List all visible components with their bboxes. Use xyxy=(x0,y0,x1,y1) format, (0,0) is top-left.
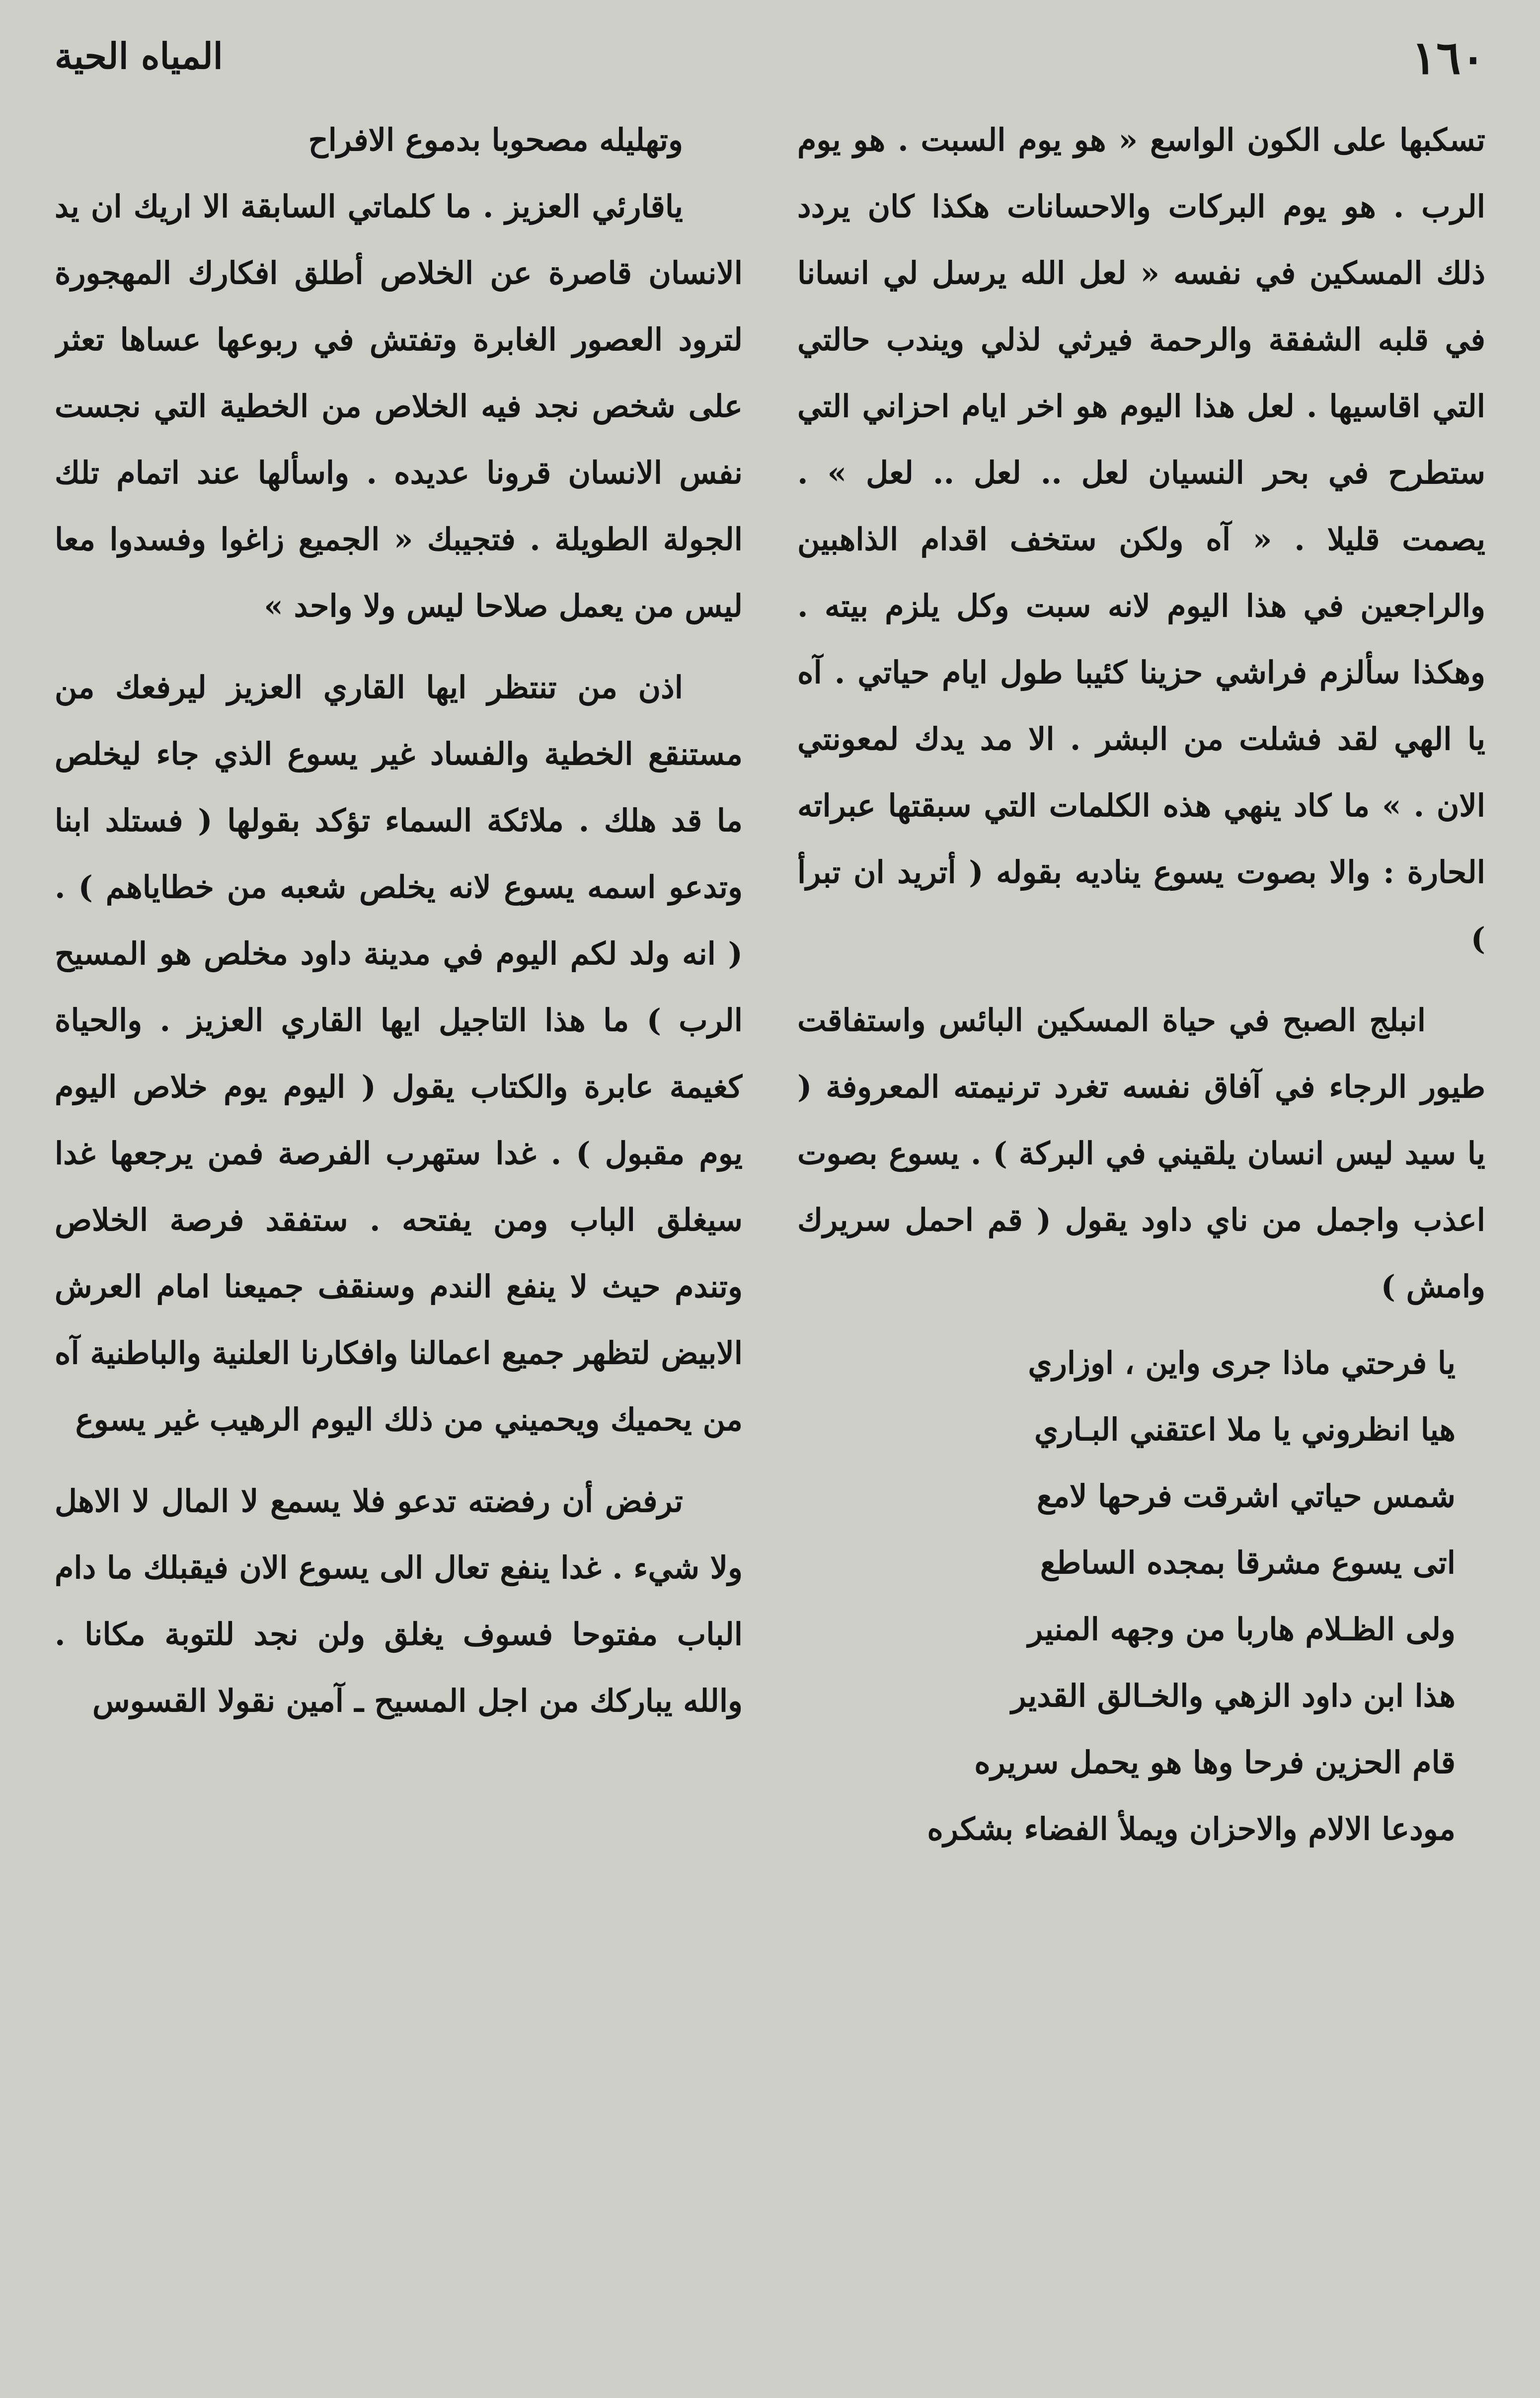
poem-verse: هيا انظروني يا ملا اعتقني البـاري xyxy=(1034,1411,1456,1448)
poem xyxy=(797,1330,1485,1862)
poem-verse: شمس حياتي اشرقت فرحها لامع xyxy=(1036,1478,1456,1514)
running-title: المياه الحية xyxy=(55,35,223,77)
poem-verse: قام الحزين فرحا وها هو يحمل سريره xyxy=(974,1744,1456,1780)
paragraph: انبلج الصبح في حياة المسكين البائس واستفاقت طيور الرجاء في آفاق نفسه تغرد ترنيمته المعروفة ( يا سيد ليس انسان يلقيني في البركة ) . يسوع بصوت اعذب واجمل من ناي داود يقول ( قم احمل سريرك وامش ) xyxy=(797,1002,1485,1305)
page-number: ١٦٠ xyxy=(1411,31,1485,84)
paragraph: ترفض أن رفضته تدعو فلا يسمع لا المال لا الاهل ولا شيء . غدا ينفع تعال الى يسوع الان فيقبلك ما دام الباب مفتوحا فسوف يغلق ولن نجد للتوبة مكانا . والله يباركك من اجل المسيح ـ آمين نقولا القسوس xyxy=(55,1483,743,1719)
page-header xyxy=(55,31,1485,89)
paragraph: اذن من تنتظر ايها القاري العزيز ليرفعك من مستنقع الخطية والفساد غير يسوع الذي جاء ليخلص ما قد هلك . ملائكة السماء تؤكد بقولها ( فستلد ابنا وتدعو اسمه يسوع لانه يخلص شعبه من خطاياهم ) . ( انه ولد لكم اليوم في مدينة داود مخلص هو المسيح الرب ) ما هذا التاجيل ايها القاري العزيز . والحياة كغيمة عابرة والكتاب يقول ( اليوم يوم خلاص اليوم يوم مقبول ) . غدا ستهرب الفرصة فمن يرجعها غدا سيغلق الباب ومن يفتحه . ستفقد فرصة الخلاص وتندم حيث لا ينفع الندم وسنقف جميعنا امام العرش الابيض لتظهر جميع اعمالنا وافكارنا العلنية والباطنية آه من يحميك ويحميني من ذلك اليوم الرهيب غير يسوع xyxy=(55,669,743,1438)
poem-verse: هذا ابن داود الزهي والخـالق القدير xyxy=(1011,1678,1456,1714)
poem-verse: اتى يسوع مشرقا بمجده الساطع xyxy=(1040,1545,1456,1581)
right-column xyxy=(797,107,1485,2363)
paragraph: تسكبها على الكون الواسع « هو يوم السبت . هو يوم الرب . هو يوم البركات والاحسانات هكذا كان يردد ذلك المسكين في نفسه « لعل الله يرسل لي انسانا في قلبه الشفقة والرحمة فيرثي لذلي ويندب حالتي التي اقاسيها . لعل هذا اليوم هو اخر ايام احزاني التي ستطرح في بحر النسيان لعل .. لعل .. لعل » . يصمت قليلا . « آه ولكن ستخف اقدام الذاهبين والراجعين في هذا اليوم لانه سبت وكل يلزم بيته . وهكذا سألزم فراشي حزينا كئيبا طول ايام حياتي . آه يا الهي لقد فشلت من البشر . الا مد يدك لمعونتي الان . » ما كاد ينهي هذه الكلمات التي سبقتها عبراته الحارة : والا بصوت يسوع يناديه بقوله ( أتريد ان تبرأ ) xyxy=(797,122,1485,957)
poem-verse: مودعا الالام والاحزان ويملأ الفضاء بشكره xyxy=(927,1811,1456,1847)
paragraph: وتهليله مصحوبا بدموع الافراح xyxy=(308,122,683,158)
paragraph: ياقارئي العزيز . ما كلماتي السابقة الا اريك ان يد الانسان قاصرة عن الخلاص أطلق افكارك المهجورة لترود العصور الغابرة وتفتش في ربوعها عساها تعثر على شخص نجد فيه الخلاص من الخطية التي نجست نفس الانسان قرونا عديده . واسألها عند اتمام تلك الجولة الطويلة . فتجيبك « الجميع زاغوا وفسدوا معا ليس من يعمل صلاحا ليس ولا واحد » xyxy=(55,188,743,624)
left-column xyxy=(55,107,743,2363)
text-columns xyxy=(55,107,1485,2363)
poem-verse: ولى الظـلام هاربا من وجهه المنير xyxy=(1028,1611,1456,1647)
poem-verse: يا فرحتي ماذا جرى واين ، اوزاري xyxy=(1028,1345,1456,1381)
